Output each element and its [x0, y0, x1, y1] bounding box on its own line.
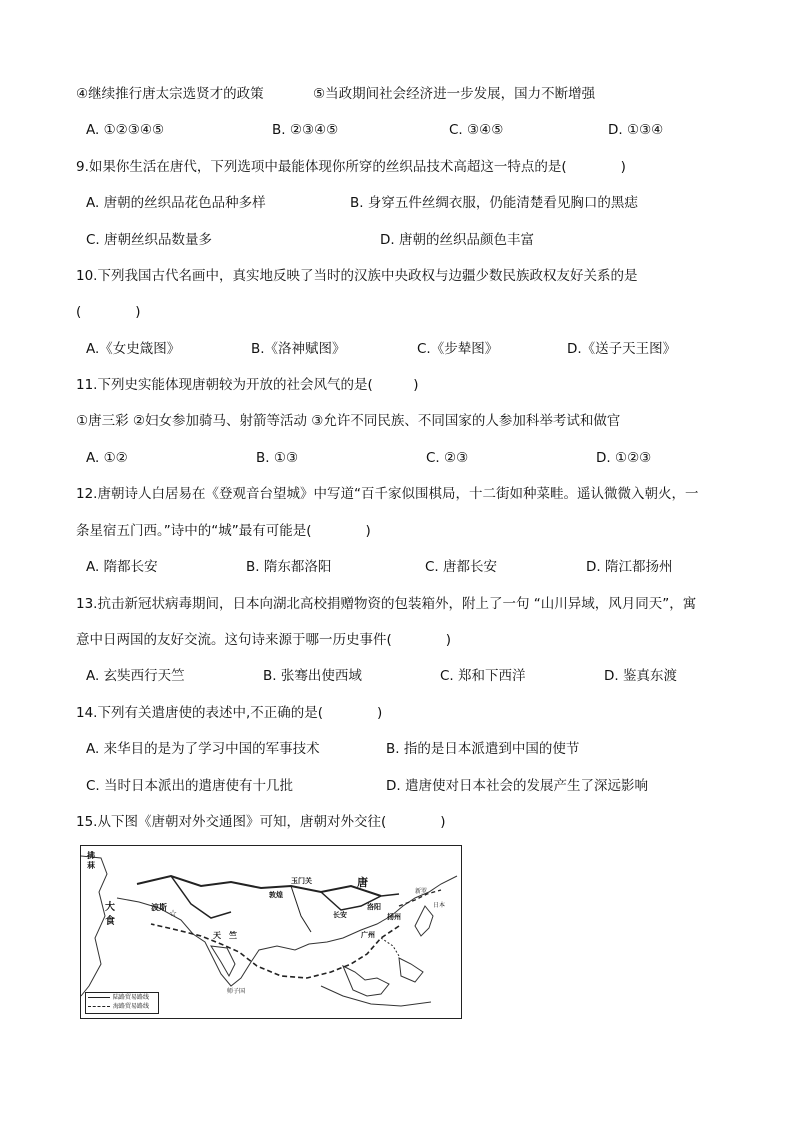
q10-option-c: C.《步辇图》: [417, 341, 499, 357]
question-14-stem: 14.下列有关遣唐使的表述中,不正确的是( ): [76, 705, 383, 721]
q14-option-a: A. 来华目的是为了学习中国的军事技术: [86, 741, 320, 757]
map-label-persia: 波斯: [151, 903, 167, 912]
question-11-items: ①唐三彩 ②妇女参加骑马、射箭等活动 ③允许不同民族、不同国家的人参加科举考试和做官: [76, 413, 621, 429]
legend-land-label: 陆路贸易路线: [113, 994, 150, 1001]
q11-option-b: B. ①③: [256, 450, 299, 466]
q13-option-b: B. 张骞出使西域: [263, 668, 362, 684]
map-label-da: 大: [105, 902, 115, 913]
legend-sea-route: [86, 1002, 158, 1011]
legend-land-route: [86, 993, 158, 1002]
q14-option-d: D. 遣唐使对日本社会的发展产生了深远影响: [386, 778, 648, 794]
map-label-fu: 拂: [87, 851, 95, 860]
question-13-stem-line-1: 13.抗击新冠状病毒期间，日本向湖北高校捐赠物资的包装箱外，附上了一句 “山川异域，风月同天”，寓: [76, 596, 697, 612]
legend-sea-label: 海路贸易路线: [113, 1003, 150, 1010]
map-label-tian: 天: [213, 931, 221, 940]
question-11-stem: 11.下列史实能体现唐朝较为开放的社会风气的是( ): [76, 377, 419, 393]
question-15-stem: 15.从下图《唐朝对外交通图》可知，唐朝对外交往( ): [76, 814, 446, 830]
q8-option-b: B. ②③④⑤: [272, 122, 339, 138]
q12-option-c: C. 唐都长安: [425, 559, 498, 575]
solid-line-icon: [88, 997, 110, 998]
map-label-yangzhou: 扬州: [387, 913, 401, 921]
map-label-guangzhou: 广州: [361, 931, 375, 939]
map-label-shiziguo: 师子国: [227, 988, 246, 995]
map-label-changan: 长安: [333, 911, 347, 919]
map-label-tang: 唐: [357, 876, 368, 889]
q10-option-d: D.《送子天王图》: [567, 341, 677, 357]
question-8-item-5: ⑤当政期间社会经济进一步发展，国力不断增强: [313, 86, 596, 102]
map-label-luoyang: 洛阳: [367, 903, 381, 911]
q11-option-a: A. ①②: [86, 450, 128, 466]
map-label-lin: 菻: [87, 861, 95, 870]
q12-option-a: A. 隋都长安: [86, 559, 158, 575]
svg-text:☆: ☆: [169, 909, 178, 919]
question-12-stem-line-2: 条星宿五门西。”诗中的“城”最有可能是( ): [76, 523, 371, 539]
map-label-shi: 食: [105, 916, 115, 927]
q8-option-a: A. ①②③④⑤: [86, 122, 165, 138]
q9-option-b: B. 身穿五件丝绸衣服，仍能清楚看见胸口的黑痣: [350, 195, 638, 211]
q8-option-d: D. ①③④: [608, 122, 664, 138]
question-13-stem-line-2: 意中日两国的友好交流。这句诗来源于哪一历史事件( ): [76, 632, 452, 648]
q9-option-c: C. 唐朝丝织品数量多: [86, 232, 213, 248]
q10-option-a: A.《女史箴图》: [86, 341, 181, 357]
dashed-line-icon: [88, 1006, 110, 1007]
question-12-stem-line-1: 12.唐朝诗人白居易在《登观音台望城》中写道“百千家似围棋局，十二街如种菜畦。遥认微微入朝火，一: [76, 486, 699, 502]
q14-option-c: C. 当时日本派出的遣唐使有十几批: [86, 778, 294, 794]
q13-option-d: D. 鉴真东渡: [604, 668, 677, 684]
question-9-stem: 9.如果你生活在唐代，下列选项中最能体现你所穿的丝织品技术高超这一特点的是( ): [76, 159, 626, 175]
q8-option-c: C. ③④⑤: [449, 122, 504, 138]
map-label-japan: 日本: [433, 902, 446, 909]
question-8-item-4: ④继续推行唐太宗选贤才的政策: [76, 86, 264, 102]
q11-option-c: C. ②③: [426, 450, 469, 466]
q11-option-d: D. ①②③: [596, 450, 652, 466]
q12-option-b: B. 隋东都洛阳: [246, 559, 332, 575]
q13-option-c: C. 郑和下西洋: [440, 668, 526, 684]
map-label-silla: 新罗: [415, 888, 428, 895]
q13-option-a: A. 玄奘西行天竺: [86, 668, 185, 684]
q12-option-d: D. 隋江都扬州: [586, 559, 673, 575]
q14-option-b: B. 指的是日本派遣到中国的使节: [386, 741, 580, 757]
map-label-dunhuang: 敦煌: [269, 891, 283, 899]
question-10-paren: ( ): [76, 304, 141, 320]
tang-foreign-routes-map: [80, 845, 462, 1019]
question-10-stem: 10.下列我国古代名画中，真实地反映了当时的汉族中央政权与边疆少数民族政权友好关系的是: [76, 268, 638, 284]
map-label-zhu: 竺: [229, 931, 237, 940]
map-legend: [85, 992, 159, 1014]
q9-option-a: A. 唐朝的丝织品花色品种多样: [86, 195, 266, 211]
map-label-yumenguan: 玉门关: [291, 877, 312, 885]
q10-option-b: B.《洛神赋图》: [251, 341, 346, 357]
q9-option-d: D. 唐朝的丝织品颜色丰富: [380, 232, 534, 248]
